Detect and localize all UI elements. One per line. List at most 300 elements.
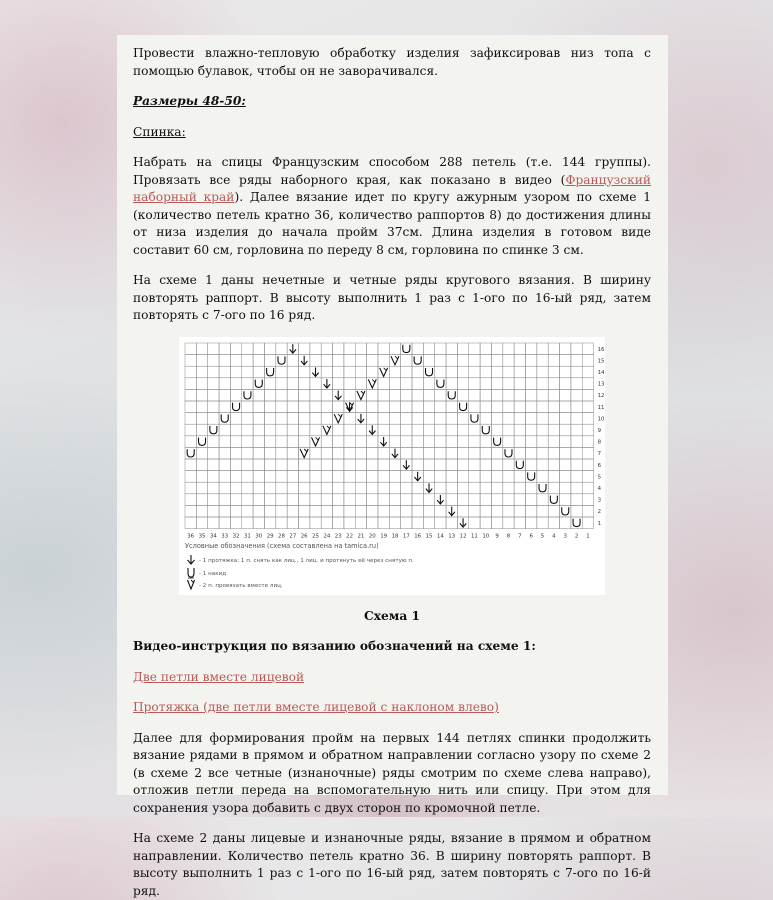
chart-cell (321, 447, 332, 459)
legend-pull-text: - 1 протяжка: 1 п. снять как лиц., 1 лиц. и протянуть её через снятую п. (199, 557, 414, 564)
chart-cell (219, 435, 230, 447)
chart-cell (276, 377, 287, 389)
chart-cell (378, 482, 389, 494)
chart-cell (435, 366, 446, 378)
chart-cell (435, 517, 446, 529)
chart-cell (299, 412, 310, 424)
chart-cell (503, 377, 514, 389)
chart-cell (537, 505, 548, 517)
chart-cell (367, 435, 378, 447)
chart-cell (491, 401, 502, 413)
video-link-2-row (133, 699, 651, 717)
chart-cell (401, 377, 412, 389)
chart-cell (401, 424, 412, 436)
chart-cell (310, 354, 321, 366)
column-label: 8 (506, 533, 511, 540)
chart-cell (276, 401, 287, 413)
chart-cell (435, 343, 446, 355)
chart-cell (208, 459, 219, 471)
chart-cell (276, 424, 287, 436)
column-label: 34 (209, 533, 217, 540)
chart-symbol-yo (573, 518, 580, 526)
chart-cell (264, 493, 275, 505)
chart-cell (423, 412, 434, 424)
chart-cell (503, 412, 514, 424)
chart-cell (355, 366, 366, 378)
chart-symbol-k2tog (368, 379, 376, 388)
chart-cell (389, 412, 400, 424)
chart-cell (514, 377, 525, 389)
chart-cell (287, 505, 298, 517)
chart-cell (514, 505, 525, 517)
chart-cell (526, 482, 537, 494)
chart-cell (185, 343, 196, 355)
chart-cell (333, 459, 344, 471)
row-label: 7 (597, 450, 602, 457)
chart-cell (526, 377, 537, 389)
chart-cell (514, 412, 525, 424)
chart-cell (264, 343, 275, 355)
chart-cell (367, 482, 378, 494)
chart-cell (491, 343, 502, 355)
chart-cell (514, 389, 525, 401)
chart-cell (333, 424, 344, 436)
chart-symbol-pull (426, 483, 432, 492)
chart-symbol-pull (449, 506, 455, 515)
chart-cell (401, 482, 412, 494)
chart-cell (310, 389, 321, 401)
chart-cell (344, 424, 355, 436)
chart-cell (412, 401, 423, 413)
pull-stitch-link[interactable]: Протяжка (две петли вместе лицевой с наклоном влево) (133, 700, 499, 714)
chart-cell (310, 482, 321, 494)
chart-cell (389, 470, 400, 482)
scheme2-paragraph: На схеме 2 даны лицевые и изнаночные ряды, вязание в прямом и обратном направлении. Количество петель кратно 36. В ширину повторять раппорт. В высоту выполнить 1 раз с 1-ого по 16-ый ряд, затем повторять с 7-ого по 16-й ряд. (133, 831, 651, 898)
chart-cell (435, 459, 446, 471)
chart-cell (503, 343, 514, 355)
column-label: 19 (380, 533, 388, 540)
chart-cell (310, 505, 321, 517)
chart-cell (435, 435, 446, 447)
column-label: 12 (459, 533, 467, 540)
chart-cell (242, 354, 253, 366)
column-label: 29 (266, 533, 274, 540)
chart-cell (276, 505, 287, 517)
chart-cell (401, 366, 412, 378)
chart-cell (526, 354, 537, 366)
chart-labels (187, 346, 605, 539)
chart-cell (480, 447, 491, 459)
chart-symbol-yo (414, 356, 421, 364)
chart-cell (196, 354, 207, 366)
chart-cell (367, 401, 378, 413)
chart-cell (310, 470, 321, 482)
chart-cell (242, 517, 253, 529)
chart-cell (548, 517, 559, 529)
chart-cell (367, 470, 378, 482)
chart-cell (401, 447, 412, 459)
chart-cell (344, 412, 355, 424)
chart-cell (196, 401, 207, 413)
chart-cell (537, 389, 548, 401)
chart-cell (503, 470, 514, 482)
chart-cell (469, 447, 480, 459)
chart-cell (401, 354, 412, 366)
video-link-1-row (133, 669, 651, 687)
chart-cell (230, 366, 241, 378)
chart-cell (378, 424, 389, 436)
chart-cell (333, 493, 344, 505)
chart-cell (503, 493, 514, 505)
chart-cell (526, 459, 537, 471)
chart-symbol-pull (369, 425, 375, 434)
chart-cell (491, 447, 502, 459)
chart-cell (208, 343, 219, 355)
chart-cell (571, 505, 582, 517)
column-label: 14 (436, 533, 444, 540)
chart-cell (537, 343, 548, 355)
chart-cell (582, 377, 593, 389)
chart-cell (571, 401, 582, 413)
chart-cell (287, 493, 298, 505)
chart-cell (514, 366, 525, 378)
chart-cell (196, 377, 207, 389)
chart-cell (264, 424, 275, 436)
chart-cell (548, 343, 559, 355)
chart-cell (276, 493, 287, 505)
chart-cell (457, 343, 468, 355)
chart-cell (253, 517, 264, 529)
chart-cell (333, 482, 344, 494)
chart-cell (344, 377, 355, 389)
chart-cell (230, 424, 241, 436)
chart-cell (514, 424, 525, 436)
chart-cell (321, 505, 332, 517)
armholes-paragraph: Далее для формирования пройм на первых 144 петлях спинки продолжить вязание рядами в прямом и обратном направлении согласно узору по схеме 2 (в схеме 2 все четные (изнаночные) ряды смотрим по схеме слева направо), отложив петли переда на вспомогательную нить или спицу. При этом для сохранения узора добавить с двух сторон по кромочной петле. (133, 730, 651, 815)
column-label: 6 (529, 533, 533, 540)
chart-cell (412, 435, 423, 447)
chart-cell (582, 482, 593, 494)
chart-cell (230, 459, 241, 471)
chart-symbol-yo (539, 484, 546, 492)
chart-cell (344, 447, 355, 459)
chart-cell (367, 459, 378, 471)
chart-cell (491, 354, 502, 366)
legend-pull-symbol (188, 555, 195, 564)
chart-cell (491, 517, 502, 529)
chart-cell (389, 505, 400, 517)
row-label: 9 (597, 427, 602, 434)
chart-cell (503, 354, 514, 366)
chart-cell (219, 377, 230, 389)
chart-symbol-yo (437, 379, 444, 387)
chart-cell (560, 343, 571, 355)
chart-cell (185, 470, 196, 482)
chart-cell (196, 343, 207, 355)
chart-cell (571, 459, 582, 471)
chart-cell (457, 389, 468, 401)
chart-cell (344, 517, 355, 529)
chart-cell (446, 412, 457, 424)
chart-cell (480, 493, 491, 505)
chart-cell (469, 389, 480, 401)
chart-cell (264, 401, 275, 413)
chart-cell (196, 459, 207, 471)
row-label: 5 (597, 473, 602, 480)
chart-cell (219, 482, 230, 494)
chart-cell (344, 354, 355, 366)
chart-cell (276, 447, 287, 459)
chart-cell (469, 424, 480, 436)
chart-cell (582, 412, 593, 424)
chart-cell (321, 493, 332, 505)
chart-symbol-yo (494, 437, 501, 445)
chart-cell (469, 354, 480, 366)
cast-on-paragraph (133, 154, 651, 259)
chart-cell (276, 470, 287, 482)
chart-cell (253, 424, 264, 436)
chart-cell (503, 517, 514, 529)
chart-cell (548, 377, 559, 389)
column-label: 4 (552, 533, 556, 540)
chart-cell (378, 389, 389, 401)
chart-cell (560, 470, 571, 482)
chart-cell (264, 459, 275, 471)
chart-cell (208, 412, 219, 424)
chart-cell (582, 389, 593, 401)
chart-grid (185, 343, 594, 529)
chart-cell (287, 470, 298, 482)
chart-cell (537, 366, 548, 378)
chart-cell (219, 343, 230, 355)
chart-cell (208, 389, 219, 401)
chart-symbol-k2tog (312, 437, 320, 446)
chart-cell (219, 459, 230, 471)
chart-cell (435, 389, 446, 401)
chart-cell (480, 366, 491, 378)
chart-cell (548, 435, 559, 447)
chart-cell (514, 470, 525, 482)
chart-cell (367, 354, 378, 366)
french-cast-on-link[interactable]: Французский наборный край (133, 172, 651, 204)
column-label: 25 (312, 533, 319, 540)
chart-cell (560, 377, 571, 389)
chart-cell (242, 482, 253, 494)
chart-symbol-yo (482, 426, 489, 434)
column-label: 21 (357, 533, 365, 540)
chart-cell (389, 517, 400, 529)
chart-cell (378, 412, 389, 424)
column-label: 23 (334, 533, 342, 540)
chart-cell (242, 435, 253, 447)
chart-cell (423, 505, 434, 517)
chart-cell (378, 343, 389, 355)
chart-cell (242, 505, 253, 517)
chart-cell (355, 401, 366, 413)
chart-cell (230, 447, 241, 459)
chart-cell (378, 505, 389, 517)
chart-symbol-yo (550, 495, 557, 503)
chart-cell (537, 493, 548, 505)
chart-cell (560, 389, 571, 401)
chart-cell (185, 482, 196, 494)
chart-symbol-yo (210, 426, 217, 434)
chart-cell (242, 366, 253, 378)
chart-cell (276, 517, 287, 529)
chart-cell (389, 366, 400, 378)
chart-cell (253, 493, 264, 505)
chart-cell (333, 366, 344, 378)
chart-cell (355, 505, 366, 517)
chart-cell (514, 517, 525, 529)
chart-cell (276, 459, 287, 471)
chart-cell (310, 401, 321, 413)
chart-cell (264, 470, 275, 482)
chart-symbol-yo (255, 379, 262, 387)
chart-cell (537, 377, 548, 389)
chart-cell (230, 412, 241, 424)
chart-cell (491, 366, 502, 378)
chart-cell (582, 447, 593, 459)
chart-cell (378, 517, 389, 529)
chart-cell (582, 435, 593, 447)
chart-cell (537, 435, 548, 447)
column-label: 1 (586, 533, 590, 540)
column-label: 27 (289, 533, 297, 540)
chart-cell (287, 366, 298, 378)
chart-cell (287, 482, 298, 494)
chart-cell (264, 377, 275, 389)
chart-cell (401, 435, 412, 447)
chart-cell (435, 505, 446, 517)
chart-cell (401, 470, 412, 482)
chart-cell (378, 354, 389, 366)
chart-cell (548, 470, 559, 482)
chart-symbol-k2tog (357, 391, 365, 400)
chart-cell (480, 343, 491, 355)
chart-cell (242, 447, 253, 459)
chart-cell (526, 412, 537, 424)
chart-cell (355, 354, 366, 366)
chart-cell (230, 482, 241, 494)
chart-cell (355, 482, 366, 494)
chart-cell (571, 412, 582, 424)
two-knit-together-link[interactable]: Две петли вместе лицевой (133, 669, 305, 684)
chart-cell (423, 447, 434, 459)
chart-cell (355, 517, 366, 529)
chart-symbol-yo (187, 449, 194, 457)
chart-cell (310, 343, 321, 355)
chart-cell (480, 470, 491, 482)
chart-symbol-pull (380, 437, 386, 446)
chart-symbol-pull (335, 390, 341, 399)
chart-cell (571, 493, 582, 505)
chart-cell (378, 459, 389, 471)
chart-cell (333, 354, 344, 366)
video-heading: Видео-инструкция по вязанию обозначений на схеме 1: (133, 639, 536, 653)
chart-cell (571, 424, 582, 436)
chart-symbol-pull (312, 367, 318, 376)
chart-cell (367, 366, 378, 378)
chart-cell (344, 366, 355, 378)
row-label: 12 (597, 392, 605, 399)
chart-cell (333, 343, 344, 355)
chart-cell (412, 377, 423, 389)
chart-cell (526, 505, 537, 517)
chart-cell (253, 366, 264, 378)
chart-symbol-k2tog (380, 367, 388, 376)
chart-cell (457, 354, 468, 366)
chart-cell (264, 447, 275, 459)
chart-cell (548, 389, 559, 401)
column-label: 32 (232, 533, 240, 540)
chart-cell (333, 447, 344, 459)
chart-cell (299, 377, 310, 389)
row-label: 13 (597, 381, 605, 388)
chart-cell (378, 377, 389, 389)
chart-cell (491, 389, 502, 401)
row-label: 15 (597, 357, 605, 364)
chart-cell (491, 505, 502, 517)
chart-cell (185, 424, 196, 436)
chart-cell (355, 435, 366, 447)
column-label: 3 (563, 533, 567, 540)
chart-cell (560, 401, 571, 413)
chart-symbol-pull (414, 471, 420, 480)
chart-cell (435, 447, 446, 459)
chart-cell (491, 470, 502, 482)
chart-cell (560, 412, 571, 424)
chart-cell (537, 517, 548, 529)
chart-cell (548, 424, 559, 436)
chart-cell (242, 493, 253, 505)
chart-cell (208, 505, 219, 517)
chart-cell (582, 343, 593, 355)
chart-cell (299, 424, 310, 436)
chart-cell (560, 424, 571, 436)
chart-cell (264, 517, 275, 529)
chart-cell (310, 447, 321, 459)
chart-cell (389, 493, 400, 505)
chart-cell (196, 470, 207, 482)
chart-cell (526, 366, 537, 378)
chart-cell (469, 470, 480, 482)
scheme-1-chart (179, 337, 605, 595)
legend-k2tog-symbol (188, 580, 195, 589)
chart-cell (299, 401, 310, 413)
chart-cell (230, 435, 241, 447)
chart-cell (560, 447, 571, 459)
chart-cell (514, 482, 525, 494)
chart-symbol-k2tog (300, 449, 308, 458)
chart-cell (514, 401, 525, 413)
chart-cell (299, 459, 310, 471)
chart-cell (503, 401, 514, 413)
chart-cell (310, 377, 321, 389)
chart-cell (299, 482, 310, 494)
chart-cell (230, 377, 241, 389)
chart-cell (582, 366, 593, 378)
column-label: 36 (187, 533, 195, 540)
chart-cell (582, 401, 593, 413)
chart-cell (321, 470, 332, 482)
chart-cell (446, 366, 457, 378)
column-label: 11 (470, 533, 478, 540)
chart-cell (491, 482, 502, 494)
chart-cell (389, 401, 400, 413)
chart-cell (208, 493, 219, 505)
chart-cell (571, 447, 582, 459)
